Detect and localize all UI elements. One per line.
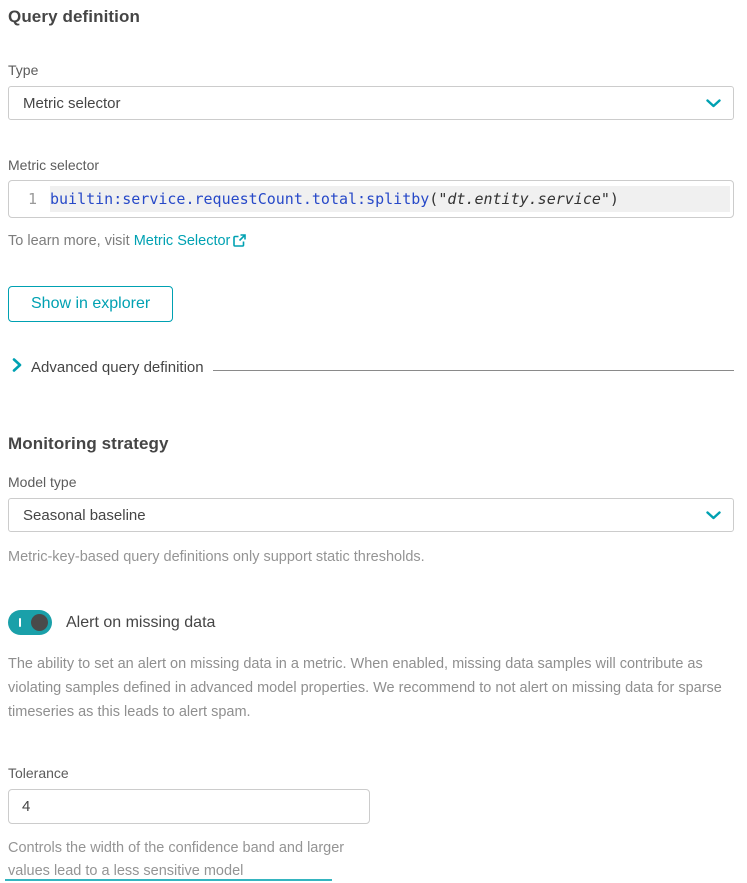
- show-in-explorer-button[interactable]: Show in explorer: [8, 286, 173, 322]
- alert-on-missing-data-description: The ability to set an alert on missing data in a metric. When enabled, missing data samples will contribute as violating samples defined in advanced model properties. We recommend to not alert on missing data for sparse timeseries as this leads to alert spam.: [8, 656, 722, 720]
- type-label: Type: [8, 62, 39, 78]
- toggle-on-bar: [19, 618, 21, 627]
- learn-more-text: [8, 233, 734, 249]
- tolerance-input[interactable]: [8, 789, 370, 824]
- model-type-select-value: Seasonal baseline: [23, 506, 146, 524]
- code-line-number: 1: [27, 190, 37, 208]
- chevron-down-icon: [706, 99, 721, 108]
- monitoring-strategy-heading: Monitoring strategy: [8, 434, 169, 453]
- advanced-query-definition-label: Advanced query definition: [31, 359, 204, 376]
- type-select-value: Metric selector: [23, 94, 121, 112]
- metric-selector-label: Metric selector: [8, 157, 100, 173]
- tolerance-hint: Controls the width of the confidence band and larger values lead to a less sensitive model: [8, 840, 345, 879]
- model-type-hint: Metric-key-based query definitions only support static thresholds.: [8, 549, 425, 565]
- code-token-string: "dt.entity.service": [438, 190, 610, 208]
- query-definition-heading: Query definition: [8, 7, 140, 26]
- toggle-knob: [31, 614, 48, 631]
- learn-more-prefix: To learn more, visit: [8, 233, 130, 249]
- alert-on-missing-data-toggle[interactable]: [8, 610, 52, 635]
- type-select[interactable]: [8, 86, 734, 120]
- chevron-down-icon: [706, 511, 721, 520]
- alert-on-missing-data-row: [8, 610, 734, 635]
- tolerance-label: Tolerance: [8, 765, 69, 781]
- code-token-selector: builtin:service.requestCount.total:splitby: [50, 190, 430, 208]
- cut-off-next-element-accent-line: [5, 879, 332, 881]
- expander-divider-line: [213, 370, 734, 371]
- advanced-query-definition-expander[interactable]: [8, 358, 734, 377]
- metric-selector-doc-link[interactable]: Metric Selector: [134, 233, 247, 249]
- code-token-close-paren: ): [609, 190, 619, 208]
- code-token-open-paren: (: [429, 190, 439, 208]
- metric-selector-code-editor[interactable]: [8, 180, 734, 218]
- chevron-right-icon: [8, 358, 31, 377]
- alert-on-missing-data-label: Alert on missing data: [66, 613, 216, 631]
- metric-selector-expression: [50, 186, 730, 212]
- external-link-icon: [233, 234, 246, 247]
- model-type-label: Model type: [8, 474, 77, 490]
- model-type-select[interactable]: [8, 498, 734, 532]
